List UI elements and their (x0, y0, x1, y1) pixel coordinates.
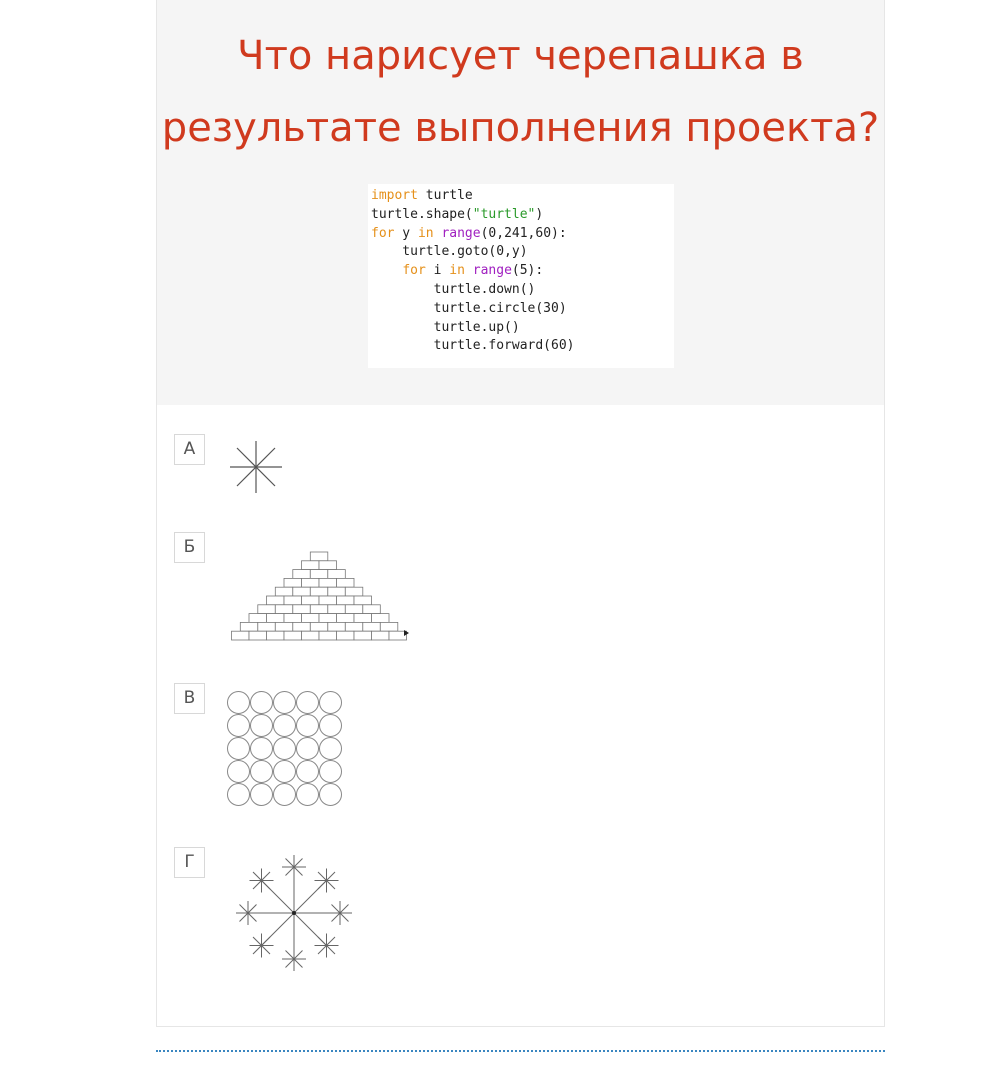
grid-circle (274, 738, 296, 760)
brick (328, 570, 346, 579)
grid-circle (251, 715, 273, 737)
brick (275, 605, 293, 614)
option-c-label[interactable]: В (174, 683, 205, 714)
grid-circle (320, 738, 342, 760)
code-line: turtle.goto(0,y) (371, 244, 528, 260)
question-title-line-2: результате выполнения проекта? (161, 105, 880, 151)
brick (249, 614, 267, 623)
question-title (157, 20, 884, 164)
brick (328, 605, 346, 614)
code-line: turtle.forward(60) (371, 338, 575, 354)
option-b-label[interactable]: Б (174, 532, 205, 563)
brick (293, 622, 311, 631)
brick (284, 614, 302, 623)
grid-circle (228, 715, 250, 737)
brick (267, 596, 285, 605)
code-line: turtle.shape("turtle") (371, 206, 544, 222)
code-line: turtle.down() (371, 281, 536, 297)
option-d-snowflake-figure[interactable] (232, 851, 356, 975)
brick (380, 622, 398, 631)
brick (293, 605, 311, 614)
brick (328, 587, 346, 596)
grid-circle (274, 715, 296, 737)
brick (267, 614, 285, 623)
brick (319, 631, 337, 640)
brick (337, 631, 355, 640)
center-dot-icon (292, 911, 296, 915)
option-c-circle-grid-figure[interactable] (227, 691, 345, 809)
grid-circle (274, 784, 296, 806)
brick (389, 631, 407, 640)
brick (267, 631, 285, 640)
brick (302, 596, 320, 605)
brick (293, 570, 311, 579)
grid-circle (297, 692, 319, 714)
brick (337, 614, 355, 623)
brick (240, 622, 257, 631)
grid-circle (320, 692, 342, 714)
grid-circle (274, 761, 296, 783)
brick (275, 587, 293, 596)
brick (284, 631, 302, 640)
brick (345, 605, 363, 614)
brick (337, 596, 355, 605)
brick (363, 605, 381, 614)
grid-circle (297, 784, 319, 806)
brick (275, 622, 293, 631)
brick (372, 631, 390, 640)
brick (249, 631, 267, 640)
brick (319, 578, 337, 587)
brick (302, 578, 320, 587)
brick (310, 622, 328, 631)
section-divider (156, 1050, 885, 1052)
brick (310, 587, 328, 596)
brick (319, 614, 337, 623)
question-area (157, 0, 884, 405)
code-line: import turtle (371, 188, 473, 203)
brick (363, 622, 381, 631)
code-line: for i in range(5): (402, 263, 544, 279)
grid-circle (297, 715, 319, 737)
grid-circle (228, 692, 250, 714)
grid-circle (228, 761, 250, 783)
brick (354, 631, 372, 640)
brick (232, 631, 250, 640)
option-a-star-figure[interactable] (229, 440, 283, 494)
brick (310, 552, 328, 561)
brick (310, 605, 328, 614)
brick (372, 614, 390, 623)
grid-circle (297, 761, 319, 783)
brick (302, 631, 320, 640)
grid-circle (320, 784, 342, 806)
brick (319, 596, 337, 605)
option-a-label[interactable]: А (174, 434, 205, 465)
grid-circle (251, 761, 273, 783)
brick (302, 561, 320, 570)
option-d-label[interactable]: Г (174, 847, 205, 878)
grid-circle (251, 738, 273, 760)
question-card (156, 0, 885, 1027)
grid-circle (274, 692, 296, 714)
code-line: turtle.up() (371, 319, 520, 335)
code-line: for y in range(0,241,60): (371, 225, 567, 241)
brick (284, 596, 302, 605)
grid-circle (228, 738, 250, 760)
brick (302, 614, 320, 623)
brick (328, 622, 346, 631)
brick (293, 587, 311, 596)
grid-circle (320, 761, 342, 783)
brick (310, 570, 328, 579)
option-b-brick-pyramid-figure[interactable] (231, 550, 411, 644)
code-listing (368, 184, 674, 368)
brick (258, 622, 276, 631)
brick (284, 578, 302, 587)
brick (319, 561, 337, 570)
grid-circle (320, 715, 342, 737)
question-title-line-1: Что нарисует черепашка в (237, 33, 804, 79)
brick (345, 622, 363, 631)
brick (345, 587, 363, 596)
code-line: turtle.circle(30) (371, 300, 567, 316)
brick (354, 596, 372, 605)
grid-circle (251, 784, 273, 806)
brick (258, 605, 276, 614)
grid-circle (228, 784, 250, 806)
brick (354, 614, 372, 623)
grid-circle (297, 738, 319, 760)
grid-circle (251, 692, 273, 714)
brick (337, 578, 355, 587)
